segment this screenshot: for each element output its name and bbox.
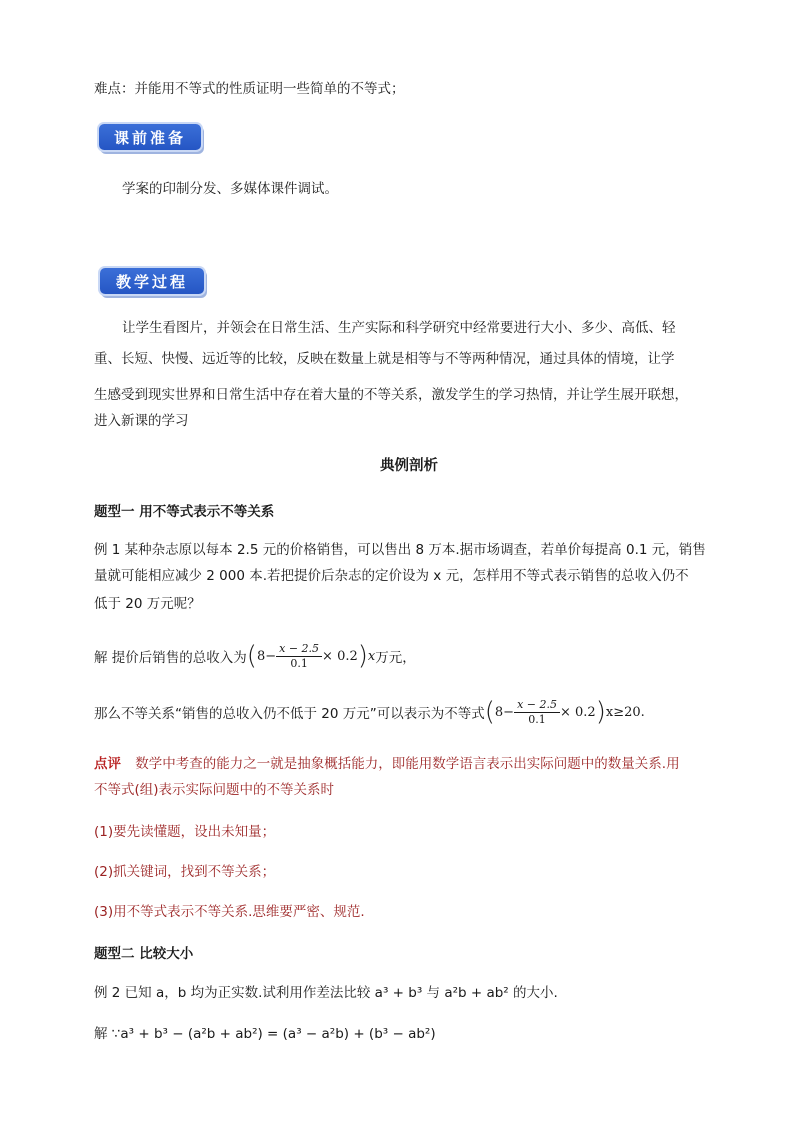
right-paren: ) bbox=[357, 641, 368, 671]
fraction bbox=[276, 642, 322, 671]
solution1-suffix: 万元， bbox=[375, 650, 416, 666]
fraction-numerator: x − 2.5 bbox=[276, 642, 322, 657]
prep-badge: 课前准备 bbox=[99, 124, 201, 150]
eight-minus-2: 8− bbox=[494, 704, 515, 720]
intro-line-3: 生感受到现实世界和日常生活中存在着大量的不等关系，激发学生的学习热情，并让学生展开联想， bbox=[94, 387, 688, 403]
example1-line-3: 低于 20 万元呢？ bbox=[94, 596, 201, 612]
right-paren-2: ) bbox=[595, 697, 606, 727]
fraction-numerator-2: x − 2.5 bbox=[514, 698, 560, 713]
intro-line-1: 让学生看图片，并领会在日常生活、生产实际和科学研究中经常要进行大小、多少、高低、轻 bbox=[122, 320, 676, 336]
solution2-text: 解 ∵a³ + b³ − (a²b + ab²) = (a³ − a²b) + (b³ − ab²) bbox=[94, 1026, 436, 1042]
section-title: 典例剖析 bbox=[380, 458, 438, 474]
comment-text-1: 数学中考查的能力之一就是抽象概括能力，即能用数学语言表示出实际问题中的数量关系.用 bbox=[135, 756, 680, 772]
intro-line-4: 进入新课的学习 bbox=[94, 413, 189, 429]
fraction-denominator-2: 0.1 bbox=[528, 712, 546, 726]
comment-label: 点评 bbox=[94, 756, 121, 772]
times-factor-2: × 0.2 bbox=[560, 704, 596, 720]
fraction-2 bbox=[514, 698, 560, 727]
example2-text: 例 2 已知 a，b 均为正实数.试利用作差法比较 a³ + b³ 与 a²b + ab² 的大小. bbox=[94, 985, 558, 1001]
difficulty-text: 难点：并能用不等式的性质证明一些简单的不等式； bbox=[94, 81, 405, 97]
step-1: (1)要先读懂题，设出未知量； bbox=[94, 824, 276, 840]
solution1b-prefix: 那么不等关系“销售的总收入仍不低于 20 万元”可以表示为不等式 bbox=[94, 706, 485, 722]
example1-line-2: 量就可能相应减少 2 000 本.若把提价后杂志的定价设为 x 元，怎样用不等式表示销售的总收入仍不 bbox=[94, 568, 689, 584]
times-factor: × 0.2 bbox=[322, 648, 358, 664]
step-3: (3)用不等式表示不等关系.思维要严密、规范. bbox=[94, 904, 365, 920]
eight-minus: 8− bbox=[256, 648, 277, 664]
left-paren-2: ( bbox=[484, 697, 495, 727]
solution1-line bbox=[94, 637, 416, 675]
process-badge: 教学过程 bbox=[100, 268, 204, 294]
prep-text: 学案的印制分发、多媒体课件调试。 bbox=[122, 181, 338, 197]
solution1-prefix: 解 提价后销售的总收入为 bbox=[94, 650, 247, 666]
comment-line-2: 不等式(组)表示实际问题中的不等关系时 bbox=[94, 782, 335, 798]
x-var: x bbox=[367, 648, 376, 664]
step-2: (2)抓关键词，找到不等关系； bbox=[94, 864, 276, 880]
solution1b-line bbox=[94, 693, 645, 731]
type1-title: 题型一 用不等式表示不等关系 bbox=[94, 504, 275, 520]
left-paren: ( bbox=[246, 641, 257, 671]
type2-title: 题型二 比较大小 bbox=[94, 946, 194, 962]
fraction-denominator: 0.1 bbox=[290, 656, 308, 670]
inequality-suffix: x≥20. bbox=[605, 704, 645, 720]
comment-line-1 bbox=[94, 754, 680, 774]
intro-line-2: 重、长短、快慢、远近等的比较，反映在数量上就是相等与不等两种情况，通过具体的情境，让学 bbox=[94, 351, 675, 367]
example1-line-1: 例 1 某种杂志原以每本 2.5 元的价格销售，可以售出 8 万本.据市场调查，若单价每提高 0.1 元，销售 bbox=[94, 542, 706, 558]
